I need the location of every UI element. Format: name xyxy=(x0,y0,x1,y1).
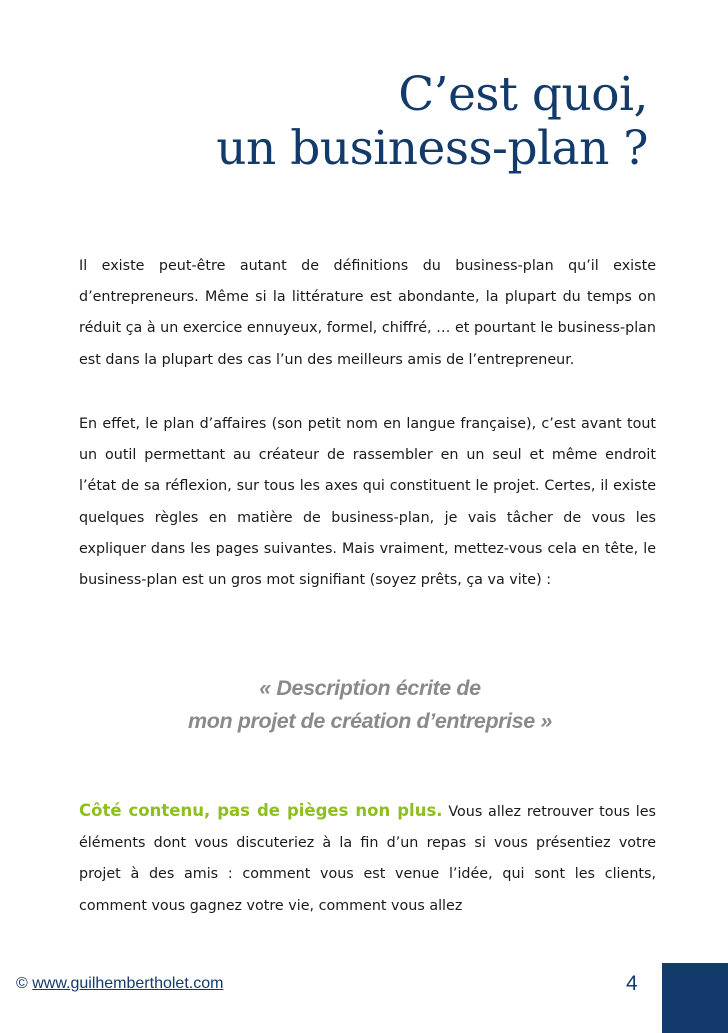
pull-quote xyxy=(70,672,670,738)
paragraph-contenu xyxy=(79,795,656,922)
paragraph-contenu-text: Vous allez retrouver tous les éléments dont vous discuteriez à la fin d’un repas si vous présentiez votre projet à des amis : comment vous est venue l’idée, qui sont les clients, comment vous gagnez votre vie, comment vous allez xyxy=(79,804,656,914)
pull-quote-line-2: mon projet de création d’entreprise » xyxy=(188,709,552,733)
page-title xyxy=(216,68,648,176)
paragraph-definitions: Il existe peut-être autant de définitions du business-plan qu’il existe d’entrepreneurs. Même si la littérature est abondante, la plupart du temps on réduit ça à un exercice ennuyeux, formel, chiffré, … et pourtant le business-plan est dans la plupart des cas l’un des meilleurs amis de l’entrepreneur. xyxy=(79,258,656,368)
paragraph-plan-affaires: En effet, le plan d’affaires (son petit nom en langue française), c’est avant tout un outil permettant au créateur de rassembler en un seul et même endroit l’état de sa réflexion, sur tous les axes qui constituent le projet. Certes, il existe quelques règles en matière de business-plan, je vais tâcher de vous les expliquer dans les pages suivantes. Mais vraiment, mettez-vous cela en tête, le business-plan est un gros mot signifiant (soyez prêts, ça va vite) : xyxy=(79,416,656,589)
page-title-line-1: C’est quoi, xyxy=(398,67,648,122)
page-title-line-2: un business-plan ? xyxy=(216,121,648,176)
footer-website[interactable] xyxy=(16,975,223,993)
page-number: 4 xyxy=(626,972,638,995)
website-link[interactable]: www.guilhembertholet.com xyxy=(32,975,224,992)
pull-quote-line-1: « Description écrite de xyxy=(259,676,481,700)
copyright-symbol: © xyxy=(16,975,28,992)
corner-decoration xyxy=(662,963,728,1033)
paragraph-lead-heading: Côté contenu, pas de pièges non plus. xyxy=(79,801,443,820)
